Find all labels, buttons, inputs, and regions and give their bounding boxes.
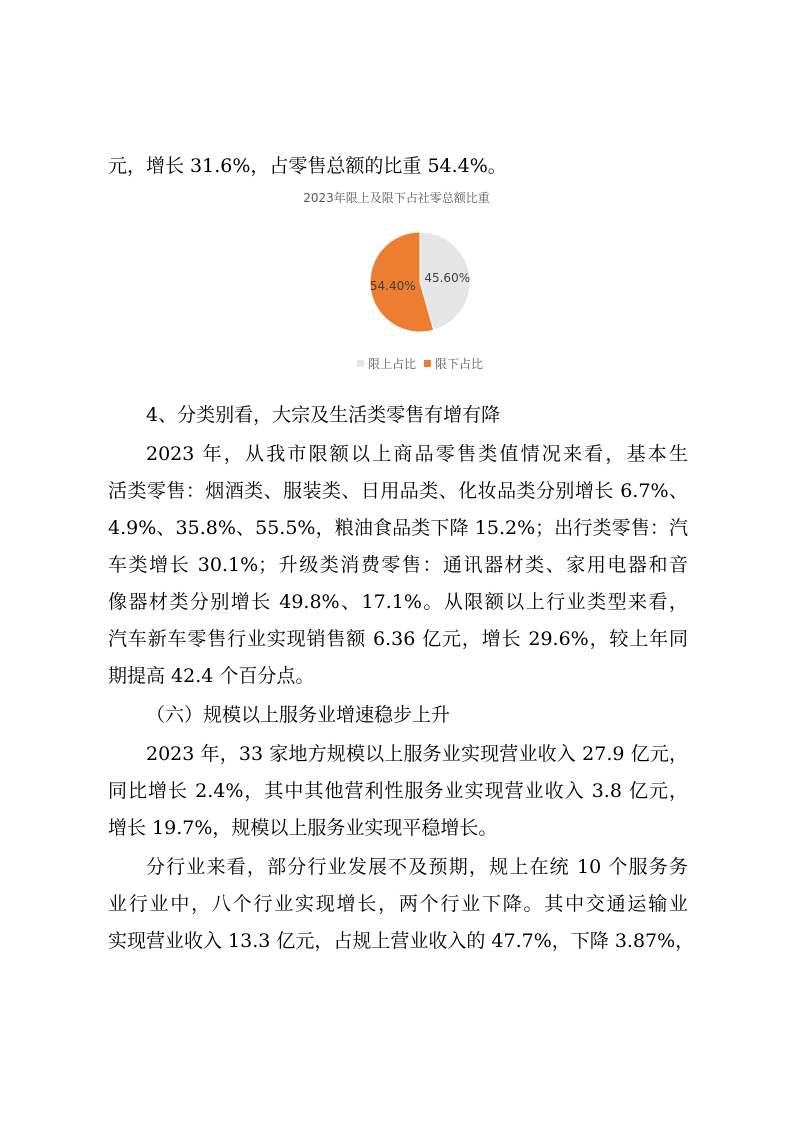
legend-item-upper bbox=[357, 355, 416, 372]
paragraph-line-13: 业行业中，八个行业实现增长，两个行业下降。其中交通运输业 bbox=[108, 893, 688, 915]
pie-label-upper: 45.60% bbox=[424, 271, 471, 286]
legend-item-lower bbox=[424, 355, 483, 372]
pie-label-lower: 54.40% bbox=[369, 278, 416, 293]
pie-chart bbox=[360, 222, 480, 342]
section-heading-6: （六）规模以上服务业增速稳步上升 bbox=[146, 704, 451, 726]
paragraph-line-8: 期提高 42.4 个百分点。 bbox=[108, 665, 315, 687]
legend-swatch-lower bbox=[424, 360, 431, 367]
paragraph-line-2: 2023 年，从我市限额以上商品零售类值情况来看，基本生 bbox=[146, 443, 688, 465]
paragraph-line-3: 活类零售：烟酒类、服装类、日用品类、化妆品类分别增长 6.7%、 bbox=[108, 480, 688, 502]
paragraph-line-12: 分行业来看，部分行业发展不及预期，规上在统 10 个服务务 bbox=[146, 856, 688, 878]
legend-label-upper: 限上占比 bbox=[368, 357, 417, 371]
paragraph-line-5: 车类增长 30.1%；升级类消费零售：通讯器材类、家用电器和音 bbox=[108, 554, 688, 576]
chart-legend bbox=[357, 355, 491, 372]
paragraph-line-11: 增长 19.7%，规模以上服务业实现平稳增长。 bbox=[108, 817, 498, 839]
paragraph-line-4: 4.9%、35.8%、55.5%，粮油食品类下降 15.2%；出行类零售：汽 bbox=[108, 517, 688, 539]
legend-swatch-upper bbox=[357, 360, 364, 367]
paragraph-line-1: 元，增长 31.6%，占零售总额的比重 54.4%。 bbox=[108, 155, 507, 177]
legend-label-lower: 限下占比 bbox=[435, 357, 484, 371]
paragraph-line-9: 2023 年，33 家地方规模以上服务业实现营业收入 27.9 亿元， bbox=[146, 743, 688, 765]
chart-title: 2023年限上及限下占社零总额比重 bbox=[303, 191, 490, 205]
paragraph-line-14: 实现营业收入 13.3 亿元，占规上营业收入的 47.7%，下降 3.87%， bbox=[108, 930, 695, 952]
paragraph-line-6: 像器材类分别增长 49.8%、17.1%。从限额以上行业类型来看， bbox=[108, 591, 688, 613]
section-heading-4: 4、分类别看，大宗及生活类零售有增有降 bbox=[146, 404, 501, 426]
paragraph-line-10: 同比增长 2.4%，其中其他营利性服务业实现营业收入 3.8 亿元， bbox=[108, 780, 688, 802]
paragraph-line-7: 汽车新车零售行业实现销售额 6.36 亿元，增长 29.6%，较上年同 bbox=[108, 628, 688, 650]
